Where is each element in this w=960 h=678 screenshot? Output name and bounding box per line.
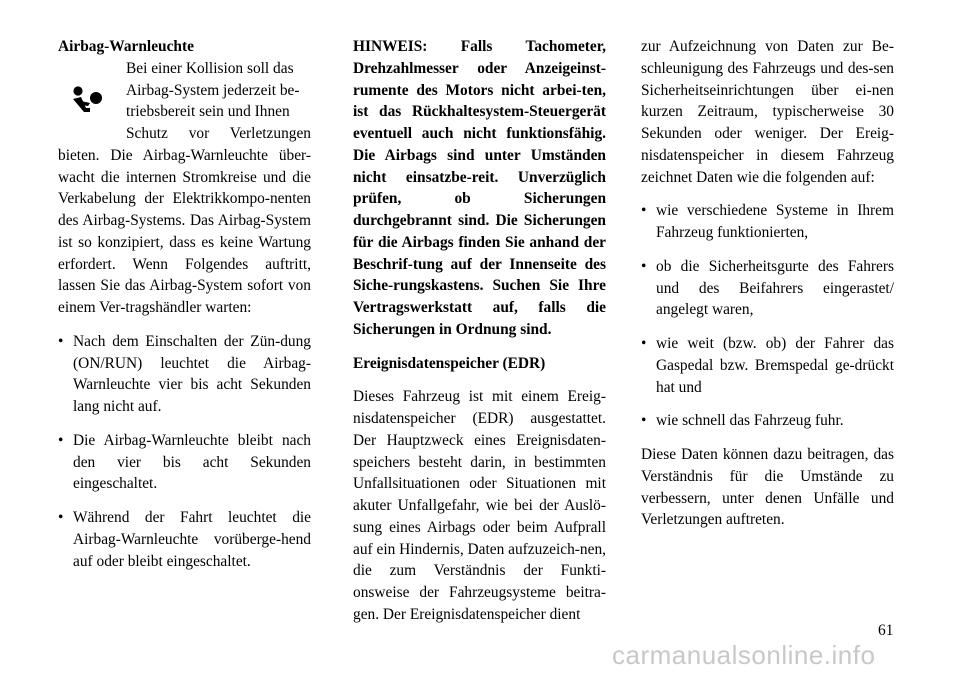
list-item: • Die Airbag-Warnleuchte bleibt nach den vier bis acht Sekunden eingeschaltet. (58, 431, 311, 493)
page-number: 61 (878, 622, 894, 639)
intro-line: Bei einer Kollision soll das (126, 59, 294, 77)
intro-line: triebsbereit sein und Ihnen (126, 103, 290, 121)
edr-bullet-list (641, 200, 894, 432)
column-right (641, 36, 894, 531)
airbag-warning-icon (64, 77, 114, 127)
intro-line: Schutz vor Verletzungen (126, 125, 311, 142)
airbag-intro (58, 58, 311, 145)
list-item: • ob die Sicherheitsgurte des Fahrers und des Beifahrers eingerastet/ angelegt waren, (641, 257, 894, 319)
list-item: • wie schnell das Fahrzeug fuhr. (641, 412, 844, 430)
list-item: • wie verschiedene Systeme in Ihrem Fahrzeug funktionierten, (641, 202, 894, 241)
intro-line: Airbag-System jederzeit be- (126, 81, 300, 99)
list-item: • Während der Fahrt leuchtet die Airbag-Warnleuchte vorüberge-hend auf oder bleibt eingeschaltet. (58, 509, 311, 570)
intro-paragraph: bieten. Die Airbag-Warnleuchte über-wacht die internen Stromkreise und die Verkabelung der Elektrikkompo-nenten des Airbag-Systems. Das Airbag-System ist so konzipiert, dass es keine Wartung erfordert. Wenn Folgendes auftritt, lassen Sie das Airbag-System sofort von einem Ver-tragshändler warten: (58, 146, 311, 316)
column-middle (353, 36, 606, 626)
intro-lines (126, 58, 311, 145)
watermark: carmanualsonline.info (612, 640, 876, 670)
edr-continued-paragraph: zur Aufzeichnung von Daten zur Be-schleunigung des Fahrzeugs und des-sen Sicherheitseinrichtungen über ei-nen kurzen Zeitraum, typischerweise 30 Sekunden oder weniger. Der Ereig-nisdatenspeicher in diesem Fahrzeug zeichnet Daten wie die folgenden auf: (641, 38, 894, 186)
note-paragraph: HINWEIS: Falls Tachometer, Drehzahlmesser oder Anzeigeinst-rumente des Motors nicht arbei-ten, ist das Rückhaltesystem-Steuergerät eventuell auch nicht funktionsfähig. Die Airbags sind unter Umständen nicht einsatzbe-reit. Unverzüglich prüfen, ob Sicherungen durchgebrannt sind. Die Sicherungen für die Airbags finden Sie anhand der Beschrif-tung auf der Innenseite des Siche-rungskastens. Suchen Sie Ihre Vertragswerkstatt auf, falls die Sicherungen in Ordnung sind. (353, 38, 606, 338)
section-heading-edr: Ereignisdatenspeicher (EDR) (353, 354, 546, 372)
closing-paragraph: Diese Daten können dazu beitragen, das Verständnis für die Umstände zu verbessern, unter denen Unfälle und Verletzungen auftreten. (641, 446, 894, 529)
section-heading-airbag: Airbag-Warnleuchte (58, 38, 194, 55)
list-item: • wie weit (bzw. ob) der Fahrer das Gaspedal bzw. Bremspedal ge-drückt hat und (641, 335, 894, 396)
list-item: • Nach dem Einschalten der Zün-dung (ON/RUN) leuchtet die Airbag-Warnleuchte vier bis acht Sekunden lang nicht auf. (58, 332, 311, 415)
edr-paragraph: Dieses Fahrzeug ist mit einem Ereig-nisdatenspeicher (EDR) ausgestattet. Der Hauptzweck eines Ereignisdaten-speichers besteht darin, in bestimmten Unfallsituationen oder Situationen mit akuter Unfallgefahr, wie bei der Auslö-sung eines Airbags oder beim Aufprall auf ein Hindernis, Daten aufzuzeich-nen, die zum Verständnis der Funkti-onsweise der Fahrzeugsysteme beitra-gen. Der Ereignisdatenspeicher dient (353, 388, 606, 623)
column-left (58, 36, 311, 572)
airbag-bullet-list (58, 331, 311, 573)
